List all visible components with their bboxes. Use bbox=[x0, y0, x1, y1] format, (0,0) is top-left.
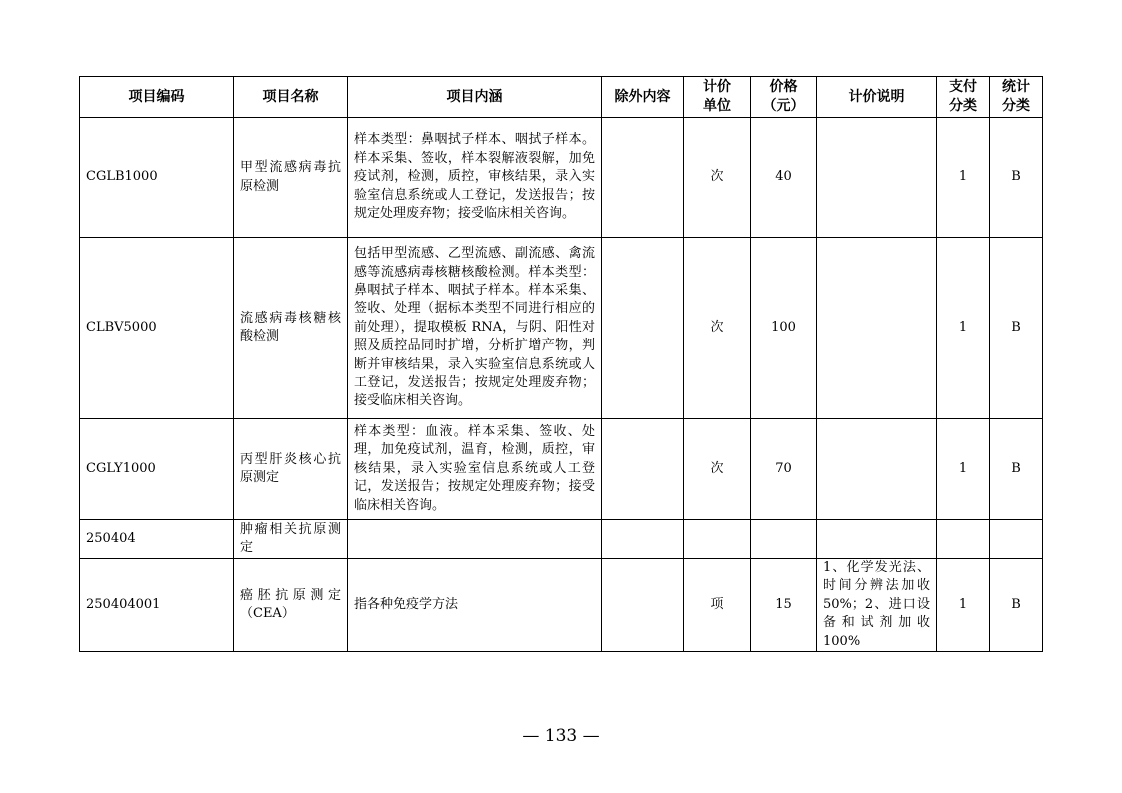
cell-content: 样本类型：鼻咽拭子样本、咽拭子样本。样本采集、签收，样本裂解液裂解，加免疫试剂，检测，质控，审核结果，录入实验室信息系统或人工登记，发送报告；按规定处理废弃物；接受临床相关咨询。 bbox=[348, 118, 602, 238]
cell-code: CGLY1000 bbox=[80, 419, 234, 520]
cell-stat: B bbox=[990, 118, 1043, 238]
header-price-line1: 价格 bbox=[769, 79, 798, 95]
cell-name: 丙型肝炎核心抗原测定 bbox=[234, 419, 348, 520]
cell-code: 250404001 bbox=[80, 559, 234, 652]
table-row bbox=[80, 118, 1043, 238]
cell-unit: 次 bbox=[684, 419, 751, 520]
header-stat-line2: 分类 bbox=[1002, 98, 1030, 114]
cell-price: 40 bbox=[751, 118, 817, 238]
cell-stat bbox=[990, 520, 1043, 559]
cell-name: 癌胚抗原测定（CEA） bbox=[234, 559, 348, 652]
cell-content: 样本类型：血液。样本采集、签收、处理，加免疫试剂，温育，检测，质控，审核结果，录入实验室信息系统或人工登记，发送报告；按规定处理废弃物；接受临床相关咨询。 bbox=[348, 419, 602, 520]
header-pay-line2: 分类 bbox=[949, 98, 977, 114]
cell-unit bbox=[684, 520, 751, 559]
cell-unit: 次 bbox=[684, 238, 751, 419]
cell-unit: 项 bbox=[684, 559, 751, 652]
cell-content bbox=[348, 520, 602, 559]
cell-excluded bbox=[602, 520, 684, 559]
cell-pay: 1 bbox=[937, 419, 990, 520]
cell-excluded bbox=[602, 559, 684, 652]
table-row bbox=[80, 559, 1043, 652]
cell-stat: B bbox=[990, 238, 1043, 419]
table-row bbox=[80, 520, 1043, 559]
cell-price bbox=[751, 520, 817, 559]
header-unit-line1: 计价 bbox=[703, 79, 731, 95]
pricing-table bbox=[79, 76, 1043, 652]
cell-note: 1、化学发光法、时间分辨法加收50%；2、进口设备和试剂加收100% bbox=[817, 559, 937, 652]
header-excluded: 除外内容 bbox=[602, 77, 684, 118]
cell-content: 指各种免疫学方法 bbox=[348, 559, 602, 652]
header-price bbox=[751, 77, 817, 118]
header-unit-line2: 单位 bbox=[703, 98, 731, 114]
header-content: 项目内涵 bbox=[348, 77, 602, 118]
header-note: 计价说明 bbox=[817, 77, 937, 118]
cell-note bbox=[817, 238, 937, 419]
header-pay-line1: 支付 bbox=[949, 79, 977, 95]
page-number: — 133 — bbox=[522, 726, 600, 746]
cell-name: 甲型流感病毒抗原检测 bbox=[234, 118, 348, 238]
cell-content: 包括甲型流感、乙型流感、副流感、禽流感等流感病毒核糖核酸检测。样本类型：鼻咽拭子样本、咽拭子样本。样本采集、签收、处理（据标本类型不同进行相应的前处理），提取模板 RNA，与阴、阳性对照及质控品同时扩增，分析扩增产物，判断并审核结果，录入实验室信息系统或人工登记，发送报告；按规定处理废弃物；接受临床相关咨询。 bbox=[348, 238, 602, 419]
cell-note bbox=[817, 520, 937, 559]
cell-price: 15 bbox=[751, 559, 817, 652]
cell-name: 流感病毒核糖核酸检测 bbox=[234, 238, 348, 419]
header-stat bbox=[990, 77, 1043, 118]
cell-price: 100 bbox=[751, 238, 817, 419]
header-name: 项目名称 bbox=[234, 77, 348, 118]
cell-stat: B bbox=[990, 419, 1043, 520]
header-pay bbox=[937, 77, 990, 118]
cell-name: 肿瘤相关抗原测定 bbox=[234, 520, 348, 559]
cell-price: 70 bbox=[751, 419, 817, 520]
cell-excluded bbox=[602, 238, 684, 419]
header-row bbox=[80, 77, 1043, 118]
header-stat-line1: 统计 bbox=[1002, 79, 1030, 95]
cell-pay: 1 bbox=[937, 559, 990, 652]
cell-unit: 次 bbox=[684, 118, 751, 238]
cell-pay bbox=[937, 520, 990, 559]
cell-code: CGLB1000 bbox=[80, 118, 234, 238]
header-unit bbox=[684, 77, 751, 118]
cell-pay: 1 bbox=[937, 118, 990, 238]
table-row bbox=[80, 238, 1043, 419]
header-price-line2: （元） bbox=[762, 98, 805, 114]
cell-note bbox=[817, 118, 937, 238]
cell-excluded bbox=[602, 118, 684, 238]
cell-note bbox=[817, 419, 937, 520]
cell-excluded bbox=[602, 419, 684, 520]
cell-pay: 1 bbox=[937, 238, 990, 419]
cell-code: 250404 bbox=[80, 520, 234, 559]
cell-code: CLBV5000 bbox=[80, 238, 234, 419]
header-code: 项目编码 bbox=[80, 77, 234, 118]
cell-stat: B bbox=[990, 559, 1043, 652]
table-row bbox=[80, 419, 1043, 520]
